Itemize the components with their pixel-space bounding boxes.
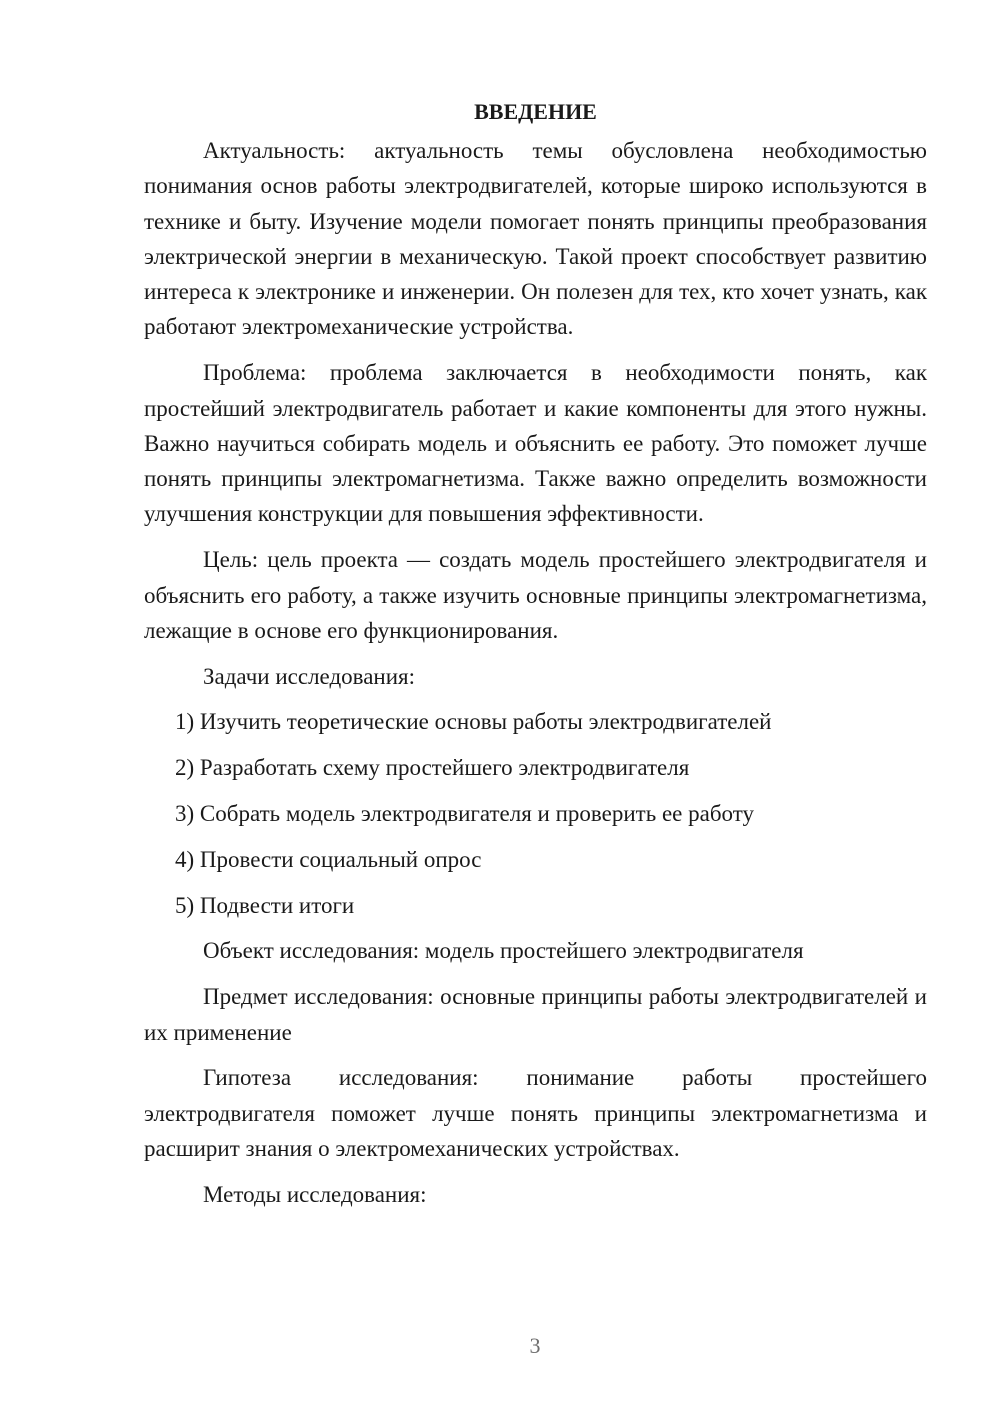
text-area <box>144 94 927 1223</box>
page-number: 3 <box>529 1333 541 1358</box>
paragraph-hypothesis: Гипотеза исследования: понимание работы простейшего электродвигателя поможет лучше понять принципы электромагнетизма и расширит знания о электромеханических устройствах. <box>144 1065 927 1161</box>
tasks-list <box>144 704 927 922</box>
methods-heading: Методы исследования: <box>203 1181 427 1207</box>
task-item: 5) Подвести итоги <box>175 892 355 918</box>
task-item: 2) Разработать схему простейшего электродвигателя <box>175 755 690 781</box>
task-item: 3) Собрать модель электродвигателя и проверить ее работу <box>175 801 754 827</box>
section-title: ВВЕДЕНИЕ <box>474 99 597 124</box>
paragraph-goal: Цель: цель проекта — создать модель простейшего электродвигателя и объяснить его работу, а также изучить основные принципы электромагнетизма, лежащие в основе его функционирования. <box>144 547 927 643</box>
task-item: 4) Провести социальный опрос <box>175 846 482 872</box>
tasks-heading: Задачи исследования: <box>203 663 416 689</box>
paragraph-object: Объект исследования: модель простейшего электродвигателя <box>203 938 804 964</box>
paragraph-subject: Предмет исследования: основные принципы работы электродвигателей и их применение <box>144 984 927 1045</box>
task-item: 1) Изучить теоретические основы работы электродвигателей <box>175 709 772 735</box>
paragraph-relevance: Актуальность: актуальность темы обусловлена необходимостью понимания основ работы электродвигателей, которые широко используются в технике и быту. Изучение модели помогает понять принципы преобразования электрической энергии в механическую. Такой проект способствует развитию интереса к электронике и инженерии. Он полезен для тех, кто хочет узнать, как работают электромеханические устройства. <box>144 138 927 340</box>
paragraph-problem: Проблема: проблема заключается в необходимости понять, как простейший электродвигатель работает и какие компоненты для этого нужны. Важно научиться собирать модель и объяснить ее работу. Это поможет лучше понять принципы электромагнетизма. Также важно определить возможности улучшения конструкции для повышения эффективности. <box>144 360 927 527</box>
